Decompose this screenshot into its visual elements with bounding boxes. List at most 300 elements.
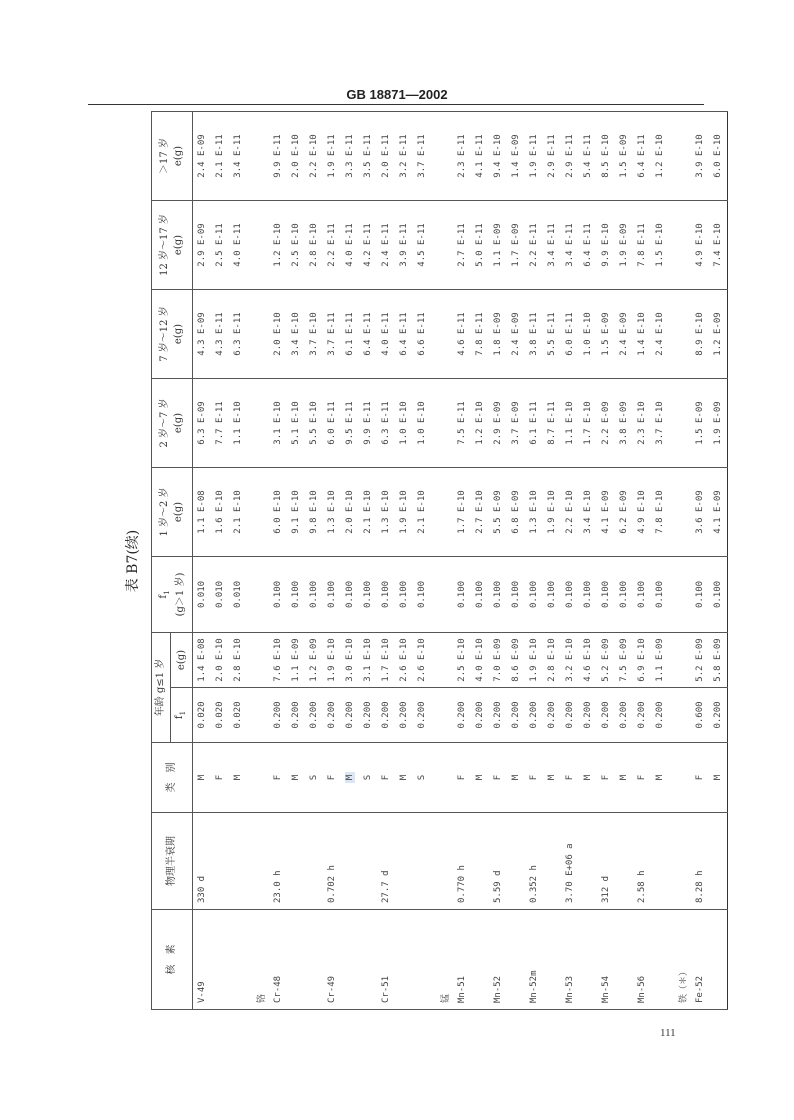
cell-eg-2-7: 6.3 E-09 [193,379,212,468]
group-spacer [669,112,678,1010]
cell-eg-2-7: 3.7 E-10 [651,379,669,468]
cell-eg-7-12: 4.6 E-11 [453,290,471,379]
table-row [453,112,471,1010]
table-row [597,112,615,1010]
spacer-cell [431,813,440,910]
spacer-cell [669,910,678,1010]
empty-cell [256,290,269,379]
cell-eg-1-2: 7.8 E-10 [651,468,669,557]
cell-eg-infant: 2.6 E-10 [413,633,431,688]
spacer-cell [669,743,678,813]
empty-cell [440,201,453,290]
cell-eg-17: 5.4 E-11 [579,112,597,201]
cell-eg-12-17: 3.4 E-11 [561,201,579,290]
cell-eg-12-17: 4.2 E-11 [359,201,377,290]
f1-older-condition: (g＞1 岁) [174,572,186,617]
cell-eg-17: 1.5 E-09 [615,112,633,201]
cell-nuclide [709,910,728,1010]
cell-nuclide: Cr-49 [323,910,341,1010]
group-label: 铬 [256,910,269,1010]
empty-cell [678,743,691,813]
cell-nuclide: Mn-51 [453,910,471,1010]
cell-eg-1-2: 4.1 E-09 [597,468,615,557]
cell-eg-1-2: 6.8 E-09 [507,468,525,557]
cell-class: F [597,743,615,813]
cell-half-life [579,813,597,910]
cell-f1-older: 0.100 [525,557,543,633]
cell-eg-12-17: 4.5 E-11 [413,201,431,290]
cell-eg-12-17: 3.4 E-11 [543,201,561,290]
empty-cell [440,743,453,813]
cell-half-life: 0.770 h [453,813,471,910]
empty-cell [256,633,269,688]
cell-eg-infant: 2.8 E-10 [543,633,561,688]
f1-symbol: f [174,715,185,720]
cell-eg-infant: 2.6 E-10 [395,633,413,688]
selected-class-highlight: M [345,772,355,783]
table-row [507,112,525,1010]
table-row [229,112,247,1010]
table-row [305,112,323,1010]
cell-nuclide [471,910,489,1010]
cell-class: F [211,743,229,813]
cell-f1-older: 0.100 [269,557,287,633]
spacer-cell [431,112,440,201]
cell-half-life [359,813,377,910]
empty-cell [440,112,453,201]
table-row [525,112,543,1010]
table-row [193,112,212,1010]
cell-eg-2-7: 1.2 E-10 [471,379,489,468]
cell-eg-infant: 7.0 E-09 [489,633,507,688]
cell-eg-17: 1.2 E-10 [651,112,669,201]
cell-eg-17: 2.3 E-11 [453,112,471,201]
cell-f1-older: 0.100 [489,557,507,633]
cell-f1-older: 0.100 [507,557,525,633]
cell-nuclide: Mn-54 [597,910,615,1010]
cell-eg-1-2: 1.6 E-10 [211,468,229,557]
spacer-cell [669,290,678,379]
cell-eg-2-7: 6.1 E-11 [525,379,543,468]
cell-f1-older: 0.100 [341,557,359,633]
cell-half-life: 0.352 h [525,813,543,910]
group-spacer [431,112,440,1010]
table-row [359,112,377,1010]
cell-f1: 0.020 [193,688,212,743]
dose-coefficient-table [151,111,728,1010]
cell-eg-12-17: 2.4 E-11 [377,201,395,290]
cell-half-life [615,813,633,910]
cell-eg-infant: 1.9 E-10 [323,633,341,688]
cell-f1: 0.200 [489,688,507,743]
cell-eg-7-12: 6.0 E-11 [561,290,579,379]
age-7-12-label: 7 岁～12 岁 [159,306,170,362]
cell-eg-2-7: 2.3 E-10 [633,379,651,468]
header-half-life: 物理半衰期 [152,813,193,910]
header-age-12-17 [152,201,193,290]
empty-cell [440,557,453,633]
cell-f1-older: 0.010 [211,557,229,633]
cell-eg-7-12: 3.8 E-11 [525,290,543,379]
standard-code: GB 18871—2002 [346,87,448,102]
spacer-cell [669,557,678,633]
cell-eg-2-7: 3.1 E-10 [269,379,287,468]
cell-class: M [287,743,305,813]
spacer-cell [247,910,256,1010]
cell-eg-12-17: 1.7 E-09 [507,201,525,290]
cell-f1-older: 0.100 [597,557,615,633]
header-age-1-2 [152,468,193,557]
cell-eg-1-2: 9.8 E-10 [305,468,323,557]
cell-f1: 0.200 [323,688,341,743]
cell-f1-older: 0.100 [691,557,709,633]
empty-cell [256,201,269,290]
cell-eg-12-17: 1.1 E-09 [489,201,507,290]
empty-cell [678,379,691,468]
cell-eg-7-12: 3.7 E-11 [323,290,341,379]
spacer-cell [669,468,678,557]
cell-f1: 0.200 [413,688,431,743]
cell-eg-12-17: 4.9 E-10 [691,201,709,290]
cell-class: F [561,743,579,813]
cell-f1-older: 0.010 [229,557,247,633]
empty-cell [678,112,691,201]
cell-class: M [651,743,669,813]
cell-nuclide [359,910,377,1010]
table-row [323,112,341,1010]
group-label-row [678,112,691,1010]
cell-f1-older: 0.100 [377,557,395,633]
cell-eg-12-17: 7.8 E-11 [633,201,651,290]
cell-class: M [471,743,489,813]
f1-older-subscript: 1 [162,590,171,595]
cell-f1: 0.200 [633,688,651,743]
cell-half-life [413,813,431,910]
cell-f1: 0.020 [229,688,247,743]
table-row [615,112,633,1010]
spacer-cell [247,813,256,910]
cell-f1: 0.200 [709,688,728,743]
cell-nuclide [341,910,359,1010]
cell-f1-older: 0.100 [287,557,305,633]
table-row [489,112,507,1010]
cell-eg-1-2: 1.3 E-10 [525,468,543,557]
header-rule [88,104,704,105]
cell-eg-17: 4.1 E-11 [471,112,489,201]
empty-cell [678,813,691,910]
cell-class: F [323,743,341,813]
cell-nuclide: Mn-56 [633,910,651,1010]
cell-half-life [543,813,561,910]
cell-eg-2-7: 1.0 E-10 [413,379,431,468]
cell-eg-12-17: 9.9 E-10 [597,201,615,290]
cell-eg-17: 2.9 E-11 [561,112,579,201]
cell-f1-older: 0.100 [471,557,489,633]
cell-half-life [287,813,305,910]
cell-eg-7-12: 7.8 E-11 [471,290,489,379]
cell-f1-older: 0.100 [453,557,471,633]
spacer-cell [247,379,256,468]
spacer-cell [247,468,256,557]
cell-nuclide: Mn-52 [489,910,507,1010]
cell-eg-17: 3.7 E-11 [413,112,431,201]
cell-eg-17: 3.2 E-11 [395,112,413,201]
table-row [413,112,431,1010]
spacer-cell [247,201,256,290]
cell-f1: 0.200 [651,688,669,743]
cell-eg-infant: 3.2 E-10 [561,633,579,688]
cell-eg-1-2: 3.6 E-09 [691,468,709,557]
cell-eg-1-2: 2.1 E-10 [229,468,247,557]
cell-f1-older: 0.100 [579,557,597,633]
cell-nuclide [579,910,597,1010]
cell-eg-12-17: 1.5 E-10 [651,201,669,290]
cell-eg-2-7: 7.5 E-11 [453,379,471,468]
cell-eg-7-12: 6.4 E-11 [359,290,377,379]
cell-nuclide [229,910,247,1010]
group-label: 铁（＊） [678,910,691,1010]
cell-nuclide [615,910,633,1010]
cell-eg-12-17: 1.2 E-10 [269,201,287,290]
cell-f1: 0.200 [561,688,579,743]
table-row [691,112,709,1010]
age-17-eg: e(g) [173,145,184,167]
spacer-cell [247,688,256,743]
cell-eg-12-17: 4.0 E-11 [229,201,247,290]
cell-eg-12-17: 2.2 E-11 [323,201,341,290]
age-2-7-label: 2 岁～7 岁 [159,398,170,448]
cell-eg-infant: 3.0 E-10 [341,633,359,688]
cell-eg-1-2: 1.3 E-10 [377,468,395,557]
cell-class: F [691,743,709,813]
cell-eg-7-12: 4.3 E-11 [211,290,229,379]
cell-nuclide [305,910,323,1010]
cell-eg-7-12: 1.8 E-09 [489,290,507,379]
empty-cell [678,633,691,688]
spacer-cell [431,688,440,743]
cell-eg-infant: 2.5 E-10 [453,633,471,688]
cell-f1: 0.200 [377,688,395,743]
cell-class: F [489,743,507,813]
f1-subscript: 1 [179,710,187,716]
cell-half-life: 27.7 d [377,813,395,910]
empty-cell [678,290,691,379]
cell-eg-1-2: 1.9 E-10 [543,468,561,557]
cell-eg-infant: 3.1 E-10 [359,633,377,688]
cell-half-life: 2.58 h [633,813,651,910]
cell-eg-2-7: 6.0 E-11 [323,379,341,468]
cell-nuclide [543,910,561,1010]
cell-eg-infant: 1.1 E-09 [651,633,669,688]
cell-nuclide [211,910,229,1010]
cell-class: S [305,743,323,813]
spacer-cell [669,379,678,468]
header-age-7-12 [152,290,193,379]
cell-eg-2-7: 1.7 E-10 [579,379,597,468]
cell-eg-2-7: 1.5 E-09 [691,379,709,468]
spacer-cell [669,633,678,688]
spacer-cell [669,688,678,743]
cell-f1-older: 0.100 [305,557,323,633]
cell-eg-2-7: 2.9 E-09 [489,379,507,468]
cell-eg-12-17: 2.9 E-09 [193,201,212,290]
cell-f1: 0.200 [287,688,305,743]
cell-eg-1-2: 6.2 E-09 [615,468,633,557]
cell-f1-older: 0.100 [615,557,633,633]
cell-f1: 0.020 [211,688,229,743]
cell-class: S [359,743,377,813]
cell-eg-1-2: 6.0 E-10 [269,468,287,557]
cell-eg-17: 2.4 E-09 [193,112,212,201]
cell-class: M [395,743,413,813]
cell-eg-12-17: 6.4 E-11 [579,201,597,290]
header-f1-infant [171,688,193,743]
cell-f1: 0.200 [359,688,377,743]
table-row [211,112,229,1010]
empty-cell [256,743,269,813]
cell-eg-7-12: 6.6 E-11 [413,290,431,379]
cell-eg-infant: 5.2 E-09 [691,633,709,688]
cell-eg-infant: 6.9 E-10 [633,633,651,688]
cell-f1-older: 0.100 [709,557,728,633]
cell-f1: 0.200 [507,688,525,743]
group-label: 锰 [440,910,453,1010]
table-row [377,112,395,1010]
cell-half-life [507,813,525,910]
cell-nuclide [287,910,305,1010]
table-row [543,112,561,1010]
cell-eg-17: 2.1 E-11 [211,112,229,201]
cell-eg-17: 2.9 E-11 [543,112,561,201]
cell-eg-infant: 1.7 E-10 [377,633,395,688]
cell-half-life [229,813,247,910]
header-eg-infant: e(g) [171,633,193,688]
cell-half-life: 0.702 h [323,813,341,910]
spacer-cell [247,290,256,379]
cell-eg-12-17: 2.7 E-11 [453,201,471,290]
cell-eg-1-2: 3.4 E-10 [579,468,597,557]
cell-nuclide: V-49 [193,910,212,1010]
cell-eg-2-7: 8.7 E-11 [543,379,561,468]
cell-f1: 0.200 [453,688,471,743]
age-17-label: ＞17 岁 [159,138,170,174]
cell-eg-infant: 2.0 E-10 [211,633,229,688]
cell-f1-older: 0.100 [543,557,561,633]
cell-half-life [651,813,669,910]
page-number: 111 [660,1027,676,1039]
cell-eg-7-12: 1.2 E-09 [709,290,728,379]
cell-f1-older: 0.100 [395,557,413,633]
cell-half-life: 312 d [597,813,615,910]
cell-f1-older: 0.100 [633,557,651,633]
cell-eg-17: 2.0 E-10 [287,112,305,201]
header-age-17 [152,112,193,201]
spacer-cell [669,112,678,201]
table-body [193,112,728,1010]
empty-cell [440,688,453,743]
cell-eg-2-7: 3.7 E-09 [507,379,525,468]
cell-eg-12-17: 3.9 E-11 [395,201,413,290]
empty-cell [256,813,269,910]
empty-cell [440,813,453,910]
table-row [633,112,651,1010]
table-row [579,112,597,1010]
cell-eg-1-2: 2.1 E-10 [413,468,431,557]
cell-f1: 0.200 [305,688,323,743]
cell-eg-infant: 1.1 E-09 [287,633,305,688]
cell-f1-older: 0.100 [413,557,431,633]
cell-eg-1-2: 1.9 E-10 [395,468,413,557]
spacer-cell [247,633,256,688]
cell-eg-7-12: 1.4 E-10 [633,290,651,379]
empty-cell [256,468,269,557]
table-row [269,112,287,1010]
cell-eg-17: 6.0 E-10 [709,112,728,201]
cell-eg-infant: 8.6 E-09 [507,633,525,688]
cell-eg-17: 9.4 E-10 [489,112,507,201]
group-label-row [256,112,269,1010]
cell-eg-12-17: 5.0 E-11 [471,201,489,290]
cell-half-life [395,813,413,910]
header-age-2-7 [152,379,193,468]
cell-eg-17: 1.9 E-11 [323,112,341,201]
cell-eg-1-2: 9.1 E-10 [287,468,305,557]
table-row [709,112,728,1010]
group-spacer [247,112,256,1010]
empty-cell [678,468,691,557]
cell-eg-1-2: 1.3 E-10 [323,468,341,557]
cell-eg-17: 3.3 E-11 [341,112,359,201]
cell-class: F [453,743,471,813]
empty-cell [256,112,269,201]
cell-eg-2-7: 5.5 E-10 [305,379,323,468]
cell-eg-17: 8.5 E-10 [597,112,615,201]
cell-eg-infant: 7.5 E-09 [615,633,633,688]
spacer-cell [431,910,440,1010]
cell-eg-17: 3.5 E-11 [359,112,377,201]
age-1-2-eg: e(g) [173,501,184,523]
table-row [471,112,489,1010]
spacer-cell [431,743,440,813]
cell-nuclide [413,910,431,1010]
cell-eg-7-12: 1.5 E-09 [597,290,615,379]
table-row [287,112,305,1010]
cell-eg-1-2: 2.7 E-10 [471,468,489,557]
cell-class: F [269,743,287,813]
cell-eg-7-12: 3.7 E-10 [305,290,323,379]
cell-half-life: 8.28 h [691,813,709,910]
cell-half-life: 23.0 h [269,813,287,910]
cell-f1: 0.200 [471,688,489,743]
header-f1-older [152,557,193,633]
cell-eg-infant: 4.6 E-10 [579,633,597,688]
rotated-table-area [119,112,723,1010]
cell-eg-7-12: 6.1 E-11 [341,290,359,379]
cell-eg-1-2: 1.1 E-08 [193,468,212,557]
cell-eg-7-12: 2.4 E-09 [615,290,633,379]
cell-eg-12-17: 2.8 E-10 [305,201,323,290]
cell-f1: 0.200 [615,688,633,743]
cell-f1: 0.200 [525,688,543,743]
cell-eg-infant: 7.6 E-10 [269,633,287,688]
cell-class: F [525,743,543,813]
spacer-cell [669,201,678,290]
cell-f1: 0.200 [543,688,561,743]
cell-eg-7-12: 1.0 E-10 [579,290,597,379]
age-12-17-label: 12 岁～17 岁 [159,214,170,276]
cell-half-life [341,813,359,910]
empty-cell [440,290,453,379]
